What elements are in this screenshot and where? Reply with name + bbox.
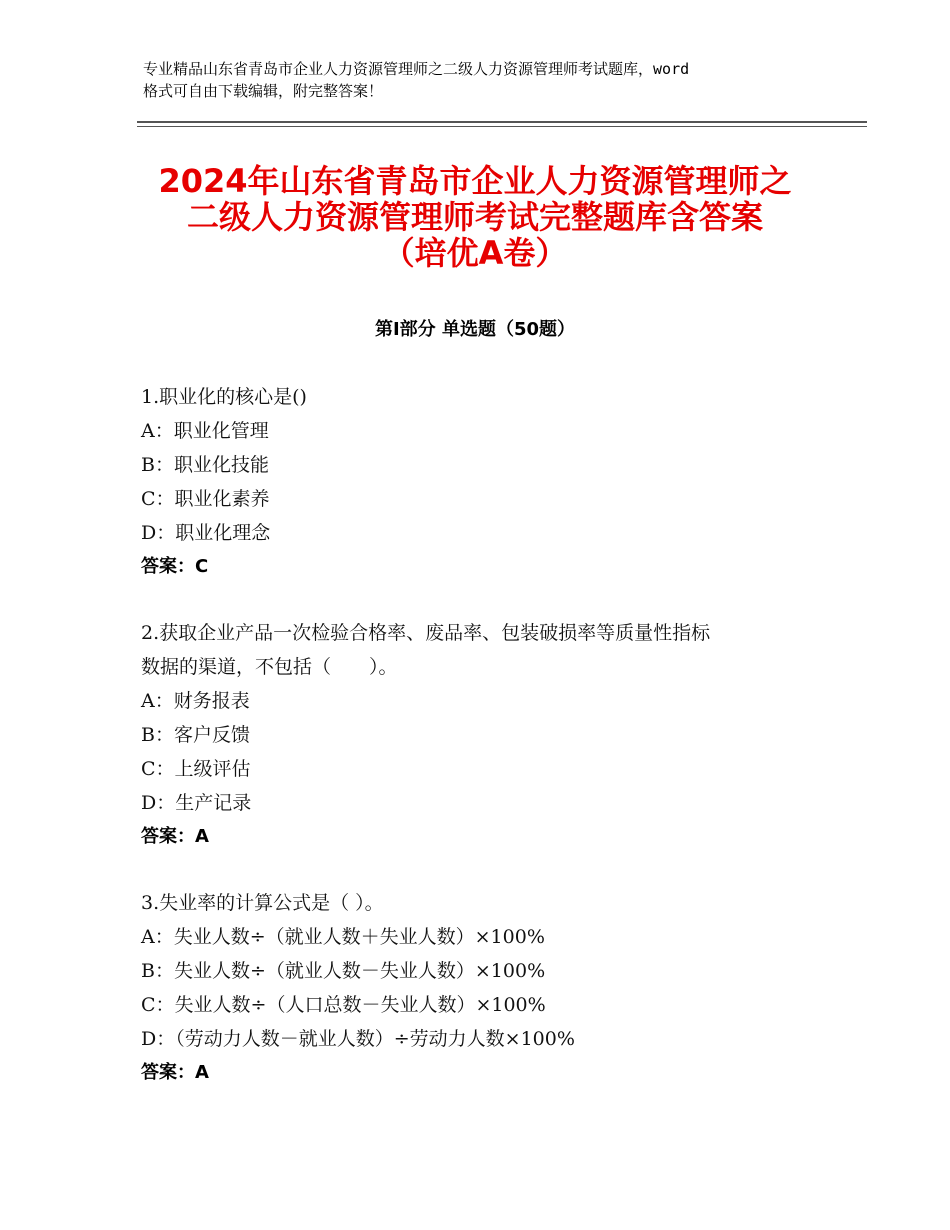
- option-a: A：财务报表: [141, 690, 250, 712]
- option-a: A：职业化管理: [141, 420, 269, 442]
- option-c: C：上级评估: [141, 758, 251, 780]
- option-c: C：职业化素养: [141, 488, 270, 510]
- question-text: 3.失业率的计算公式是（ ）。: [141, 892, 384, 914]
- answer-line: 答案：C: [141, 556, 209, 577]
- answer-line: 答案：A: [141, 1062, 209, 1083]
- title-line: 2024年山东省青岛市企业人力资源管理师之: [158, 162, 792, 200]
- header-note: [143, 58, 823, 102]
- header-divider: [137, 121, 867, 123]
- option-b: B：客户反馈: [141, 724, 250, 746]
- question-text: 数据的渠道，不包括（ ）。: [141, 656, 398, 678]
- answer-line: 答案：A: [141, 826, 209, 847]
- title-line: 二级人力资源管理师考试完整题库含答案: [186, 198, 763, 236]
- header-divider: [137, 126, 867, 127]
- option-d: D：生产记录: [141, 792, 252, 814]
- option-c: C：失业人数÷（人口总数－失业人数）×100%: [141, 994, 546, 1016]
- option-b: B：失业人数÷（就业人数－失业人数）×100%: [141, 960, 546, 982]
- question-block: [141, 616, 841, 854]
- document-title: [100, 163, 850, 271]
- question-block: [141, 886, 841, 1090]
- question-text: 1.职业化的核心是(): [141, 386, 307, 408]
- question-list: [141, 380, 841, 1122]
- option-b: B：职业化技能: [141, 454, 269, 476]
- option-a: A：失业人数÷（就业人数＋失业人数）×100%: [141, 926, 545, 948]
- question-block: [141, 380, 841, 584]
- question-text: 2.获取企业产品一次检验合格率、废品率、包装破损率等质量性指标: [141, 622, 711, 644]
- option-d: D：（劳动力人数－就业人数）÷劳动力人数×100%: [141, 1028, 575, 1050]
- section-heading: 第Ⅰ部分 单选题（50题）: [374, 319, 575, 340]
- title-line: （培优A卷）: [382, 234, 568, 272]
- option-d: D：职业化理念: [141, 522, 271, 544]
- header-note-line: 格式可自由下载编辑，附完整答案！: [143, 82, 384, 100]
- header-note-line: 专业精品山东省青岛市企业人力资源管理师之二级人力资源管理师考试题库，word: [143, 60, 690, 78]
